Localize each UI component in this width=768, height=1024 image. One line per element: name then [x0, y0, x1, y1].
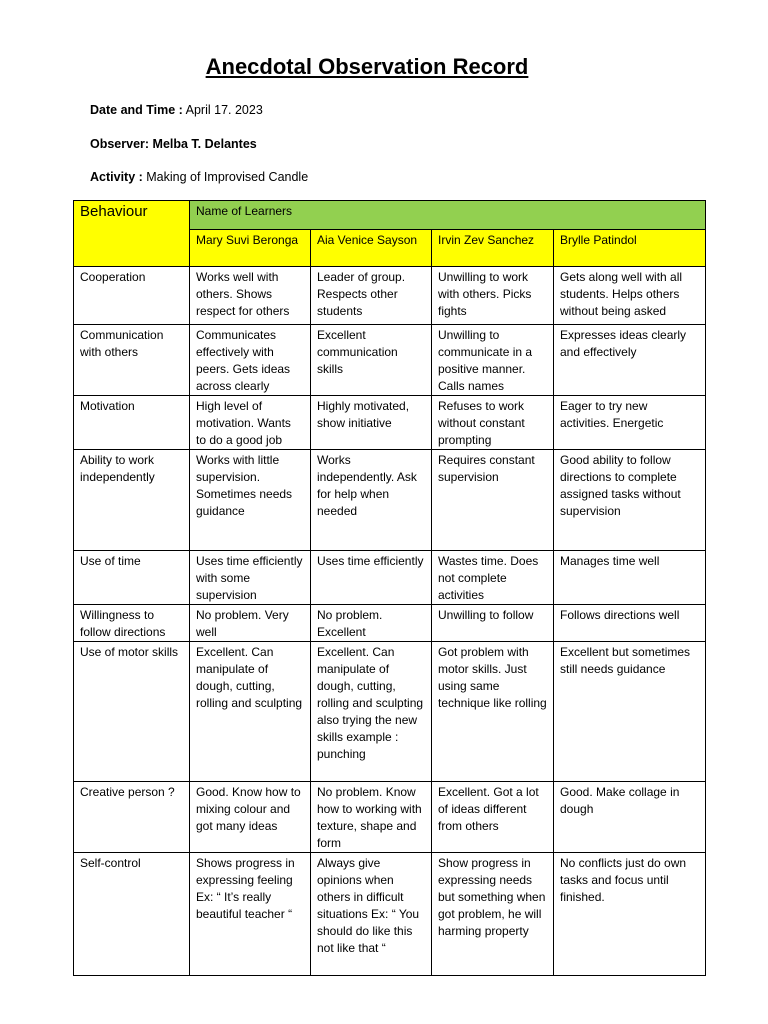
- observation-cell: No problem. Very well: [190, 605, 311, 642]
- behaviour-cell: Cooperation: [74, 267, 190, 325]
- table-row: [74, 396, 706, 450]
- observation-cell: No conflicts just do own tasks and focus until finished.: [554, 853, 706, 976]
- observation-cell: Show progress in expressing needs but something when got problem, he will harming property: [432, 853, 554, 976]
- behaviour-cell: Creative person ?: [74, 782, 190, 853]
- table-row: [74, 551, 706, 605]
- observation-cell: Uses time efficiently: [311, 551, 432, 605]
- table-row: [74, 605, 706, 642]
- observation-table: [73, 200, 706, 976]
- date-value: April 17. 2023: [182, 103, 263, 117]
- activity-line: [90, 170, 308, 184]
- observation-cell: Works well with others. Shows respect for others: [190, 267, 311, 325]
- observation-cell: Follows directions well: [554, 605, 706, 642]
- observation-cell: Expresses ideas clearly and effectively: [554, 325, 706, 396]
- behaviour-header: Behaviour: [74, 201, 190, 267]
- observation-cell: Manages time well: [554, 551, 706, 605]
- observation-cell: Unwilling to communicate in a positive manner. Calls names: [432, 325, 554, 396]
- observation-cell: Good ability to follow directions to complete assigned tasks without supervision: [554, 450, 706, 551]
- learners-header: Name of Learners: [190, 201, 706, 230]
- behaviour-cell: Use of time: [74, 551, 190, 605]
- observer-line: [90, 137, 257, 151]
- learner-name: Mary Suvi Beronga: [190, 230, 311, 267]
- observation-cell: Works with little supervision. Sometimes needs guidance: [190, 450, 311, 551]
- observation-cell: Excellent communication skills: [311, 325, 432, 396]
- observation-cell: Refuses to work without constant prompting: [432, 396, 554, 450]
- observation-cell: Good. Know how to mixing colour and got many ideas: [190, 782, 311, 853]
- observation-cell: Requires constant supervision: [432, 450, 554, 551]
- observation-cell: Always give opinions when others in difficult situations Ex: “ You should do like this not like that “: [311, 853, 432, 976]
- observation-cell: Excellent but sometimes still needs guidance: [554, 642, 706, 782]
- observation-cell: Wastes time. Does not complete activities: [432, 551, 554, 605]
- table-row: [74, 267, 706, 325]
- observation-cell: No problem. Excellent: [311, 605, 432, 642]
- observation-cell: Works independently. Ask for help when needed: [311, 450, 432, 551]
- table-row: [74, 325, 706, 396]
- observation-cell: Highly motivated, show initiative: [311, 396, 432, 450]
- observation-cell: Uses time efficiently with some supervision: [190, 551, 311, 605]
- behaviour-cell: Willingness to follow directions: [74, 605, 190, 642]
- observer-label: Observer: Melba T. Delantes: [90, 137, 257, 151]
- behaviour-cell: Communication with others: [74, 325, 190, 396]
- table-row: [74, 782, 706, 853]
- activity-value: Making of Improvised Candle: [142, 170, 309, 184]
- date-label: Date and Time :: [90, 103, 183, 117]
- observation-cell: Eager to try new activities. Energetic: [554, 396, 706, 450]
- observation-cell: High level of motivation. Wants to do a good job: [190, 396, 311, 450]
- behaviour-cell: Motivation: [74, 396, 190, 450]
- observation-cell: Excellent. Can manipulate of dough, cutting, rolling and sculpting also trying the new skills example : punching: [311, 642, 432, 782]
- table-row: [74, 450, 706, 551]
- learner-name: Brylle Patindol: [554, 230, 706, 267]
- behaviour-cell: Use of motor skills: [74, 642, 190, 782]
- observation-cell: Unwilling to follow: [432, 605, 554, 642]
- activity-label: Activity :: [90, 170, 143, 184]
- learner-name: Aia Venice Sayson: [311, 230, 432, 267]
- table-row: [74, 642, 706, 782]
- behaviour-cell: Self-control: [74, 853, 190, 976]
- behaviour-cell: Ability to work independently: [74, 450, 190, 551]
- page-title: Anecdotal Observation Record: [205, 54, 529, 79]
- observation-cell: Leader of group. Respects other students: [311, 267, 432, 325]
- learner-name: Irvin Zev Sanchez: [432, 230, 554, 267]
- observation-cell: Got problem with motor skills. Just using same technique like rolling: [432, 642, 554, 782]
- observation-cell: Gets along well with all students. Helps others without being asked: [554, 267, 706, 325]
- observation-cell: Shows progress in expressing feeling Ex: “ It’s really beautiful teacher “: [190, 853, 311, 976]
- observation-cell: Communicates effectively with peers. Gets ideas across clearly: [190, 325, 311, 396]
- observation-cell: Excellent. Can manipulate of dough, cutting, rolling and sculpting: [190, 642, 311, 782]
- observation-cell: No problem. Know how to working with texture, shape and form: [311, 782, 432, 853]
- date-line: [90, 103, 263, 117]
- table-row: [74, 853, 706, 976]
- observation-cell: Excellent. Got a lot of ideas different from others: [432, 782, 554, 853]
- observation-cell: Unwilling to work with others. Picks fights: [432, 267, 554, 325]
- observation-cell: Good. Make collage in dough: [554, 782, 706, 853]
